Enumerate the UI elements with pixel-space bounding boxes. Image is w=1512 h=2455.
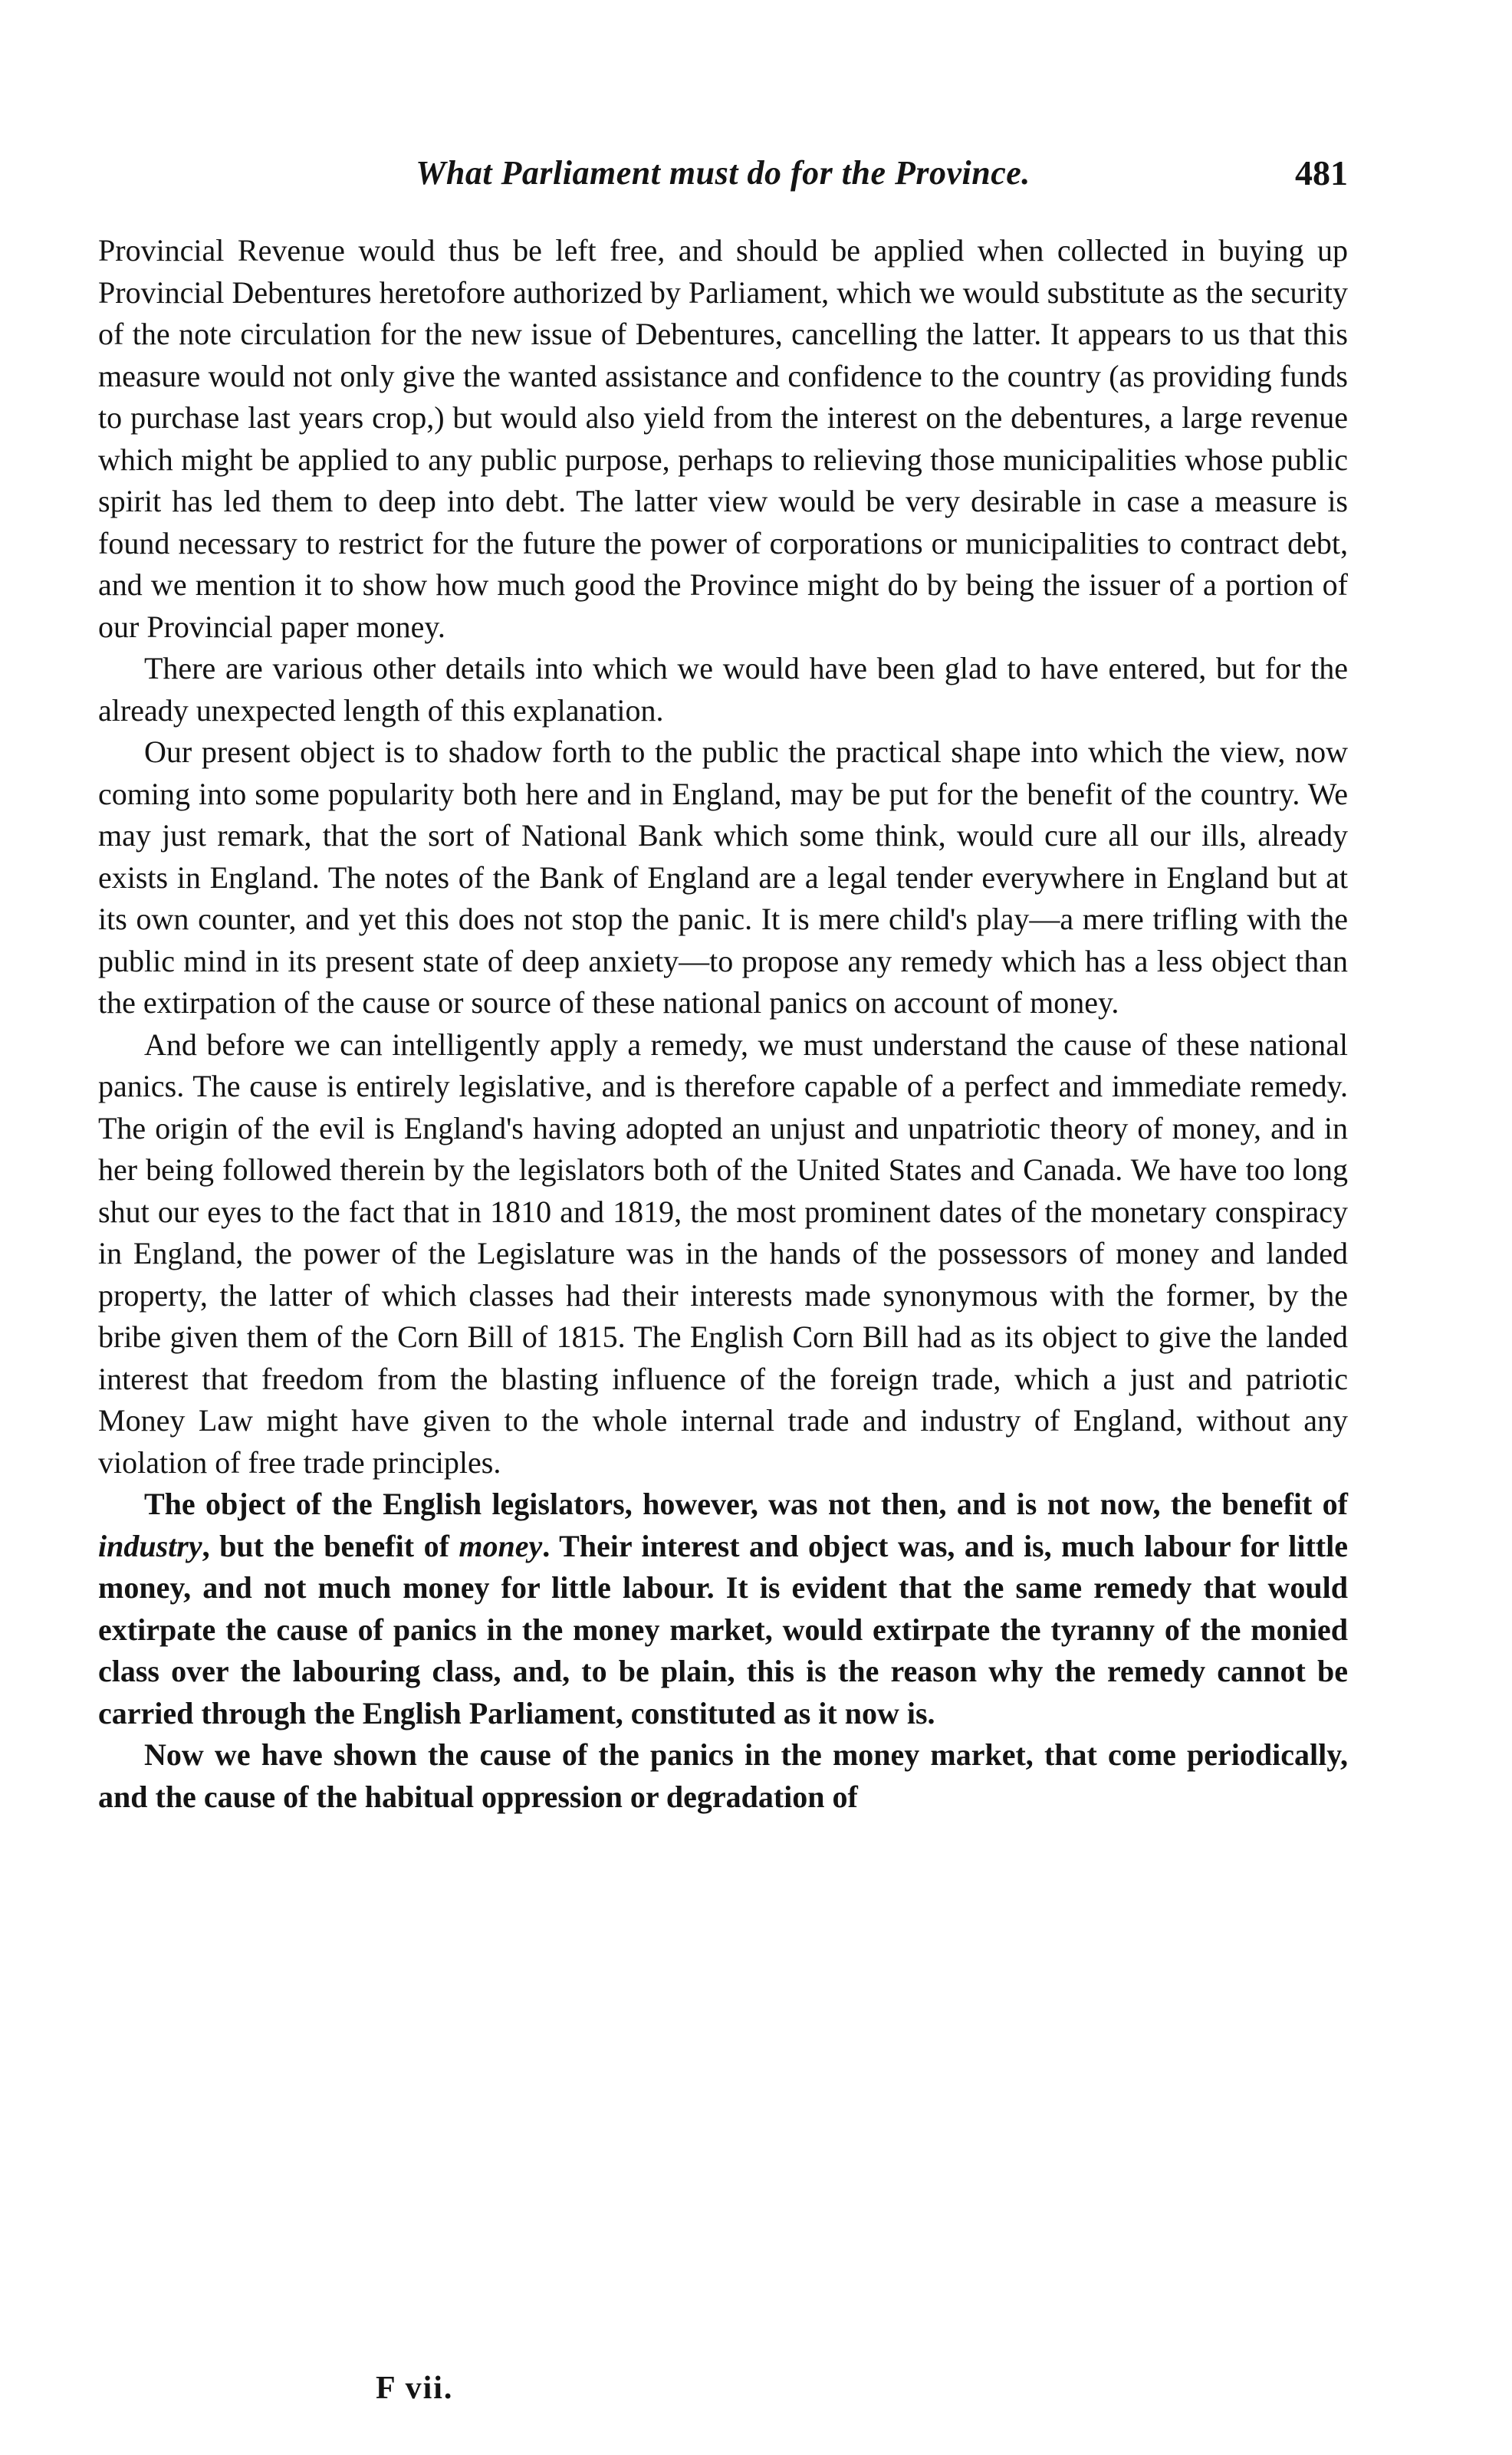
running-title: What Parliament must do for the Province. (416, 154, 1030, 192)
paragraph-present-object: Our present object is to shadow forth to the public the practical shape into which the view, now coming into some popularity both here and in England, may be put for the benefit of the country. We may just remark, that the sort of National Bank which some think, would cure all our ills, already exists in England. The notes of the Bank of England are a legal tender everywhere in England but at its own counter, and yet this does not stop the panic. It is mere child's play—a mere trifling with the public mind in its present state of deep anxiety—to propose any remedy which has a less object than the extirpation of the cause or source of these national panics on account of money. (98, 735, 1348, 1020)
paragraph-english-legislators (98, 1484, 1348, 1734)
text-segment: , but the benefit of (202, 1528, 459, 1563)
paragraph-provincial-revenue: Provincial Revenue would thus be left free, and should be applied when collected in buying up Provincial Debentures heretofore authorized by Parliament, which we would substitute as the security of the note circulation for the new issue of Debentures, cancelling the latter. It appears to us that this measure would not only give the wanted assistance and confidence to the country (as providing funds to purchase last years crop,) but would also yield from the interest on the debentures, a large revenue which might be applied to any public purpose, perhaps to relieving those municipalities whose public spirit has led them to deep into debt. The latter view would be very desirable in case a measure is found necessary to restrict for the future the power of corporations or municipalities to contract debt, and we mention it to show how much good the Province might do by being the issuer of a portion of our Provincial paper money. (98, 233, 1348, 644)
signature-mark: F vii. (376, 2371, 454, 2406)
italic-word-industry: industry (98, 1528, 202, 1563)
paragraph-cause-of-panics: And before we can intelligently apply a remedy, we must understand the cause of these national panics. The cause is entirely legislative, and is therefore capable of a perfect and immediate remedy. The origin of the evil is England's having adopted an unjust and unpatriotic theory of money, and in her being followed therein by the legislators both of the United States and Canada. We have too long shut our eyes to the fact that in 1810 and 1819, the most prominent dates of the monetary conspiracy in England, the power of the Legislature was in the hands of the possessors of money and landed property, the latter of which classes had their interests made synonymous with the former, by the bribe given them of the Corn Bill of 1815. The English Corn Bill had as its object to give the landed interest that freedom from the blasting influence of the foreign trade, which a just and patriotic Money Law might have given to the whole internal trade and industry of England, without any violation of free trade principles. (98, 1027, 1348, 1480)
body-text (98, 230, 1348, 1818)
running-head (98, 150, 1348, 204)
italic-word-money: money (459, 1528, 543, 1563)
text-segment: The object of the English legislators, however, was not then, and is not now, the benefit of (144, 1487, 1348, 1521)
paragraph-now-we-have-shown: Now we have shown the cause of the panics in the money market, that come periodically, and the cause of the habitual oppression or degradation of (98, 1737, 1348, 1814)
text-segment: . Their interest and object was, and is, much labour for little money, and not much money for little labour. It is evident that the same remedy that would extirpate the cause of panics in the money market, would extirpate the tyranny of the monied class over the labouring class, and, to be plain, this is the reason why the remedy cannot be carried through the English Parliament, constituted as it now is. (98, 1528, 1348, 1730)
page-number: 481 (1295, 153, 1348, 192)
paragraph-other-details: There are various other details into which we would have been glad to have entered, but for the already unexpected length of this explanation. (98, 651, 1348, 728)
